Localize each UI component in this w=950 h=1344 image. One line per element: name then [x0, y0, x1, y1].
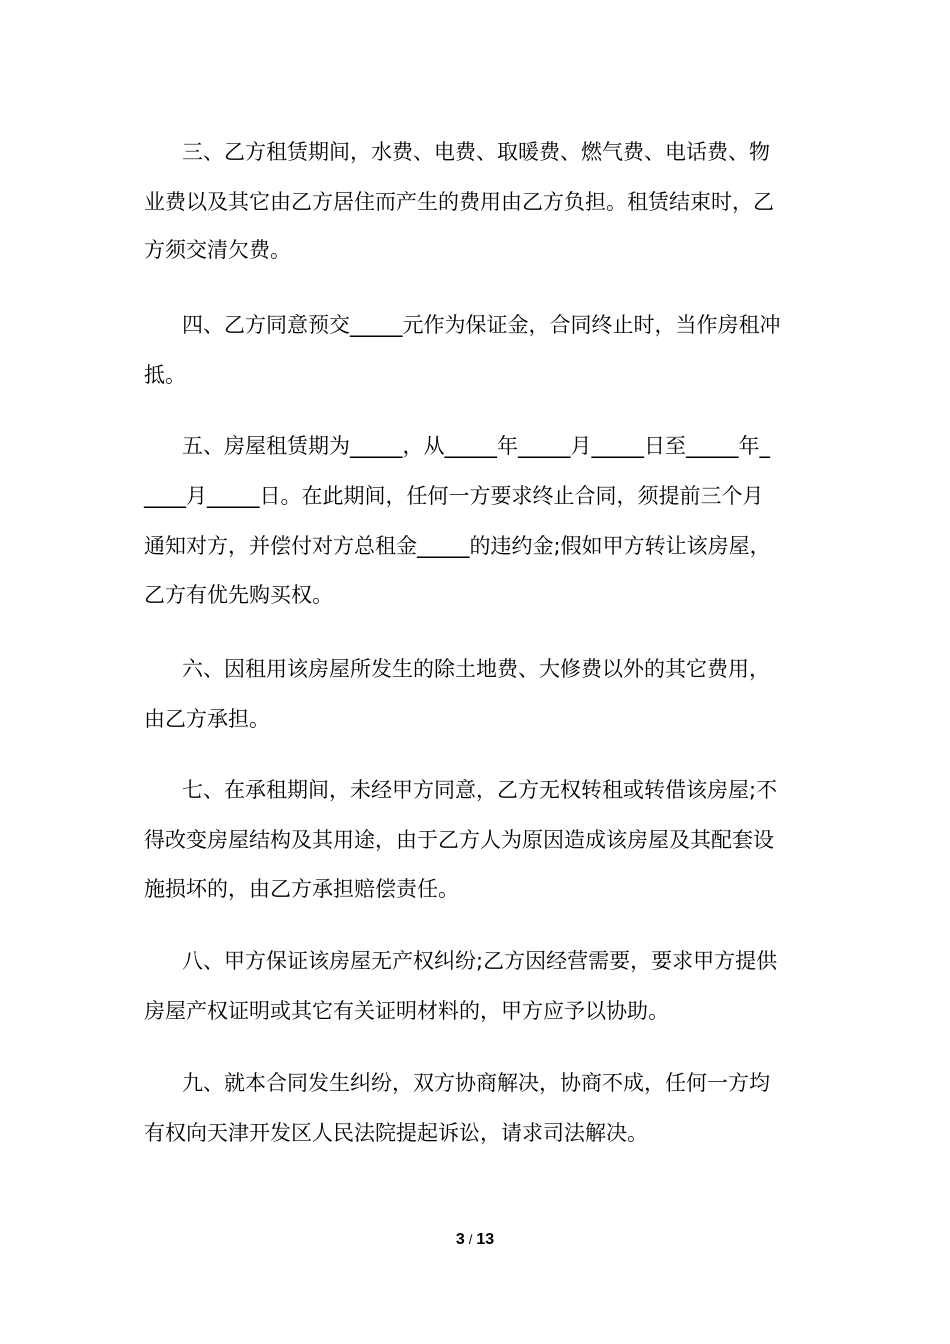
clause-4-line-2: 抵。	[144, 363, 186, 387]
clause-4-line-1: 四、乙方同意预交_____元作为保证金，合同终止时，当作房租冲	[182, 313, 781, 337]
clause-5-line-4: 乙方有优先购买权。	[144, 583, 333, 607]
clause-7-line-1: 七、在承租期间，未经甲方同意，乙方无权转租或转借该房屋;不	[182, 778, 778, 802]
clause-5-line-1: 五、房屋租赁期为_____，从_____年_____月_____日至_____年_	[182, 434, 770, 458]
clause-8-line-1: 八、甲方保证该房屋无产权纠纷;乙方因经营需要，要求甲方提供	[182, 949, 778, 973]
clause-9-line-1: 九、就本合同发生纠纷，双方协商解决，协商不成，任何一方均	[182, 1071, 770, 1095]
clause-8-line-2: 房屋产权证明或其它有关证明材料的，甲方应予以协助。	[144, 999, 669, 1023]
clause-3-line-2: 业费以及其它由乙方居住而产生的费用由乙方负担。租赁结束时，乙	[144, 190, 774, 214]
current-page-number: 3	[455, 1231, 465, 1248]
page-separator: /	[468, 1232, 473, 1247]
clause-5-line-2: ____月_____日。在此期间，任何一方要求终止合同，须提前三个月	[144, 484, 764, 508]
clause-6-line-2: 由乙方承担。	[144, 707, 270, 731]
clause-6-line-1: 六、因租用该房屋所发生的除土地费、大修费以外的其它费用，	[182, 657, 770, 681]
clause-3-line-3: 方须交清欠费。	[144, 238, 291, 262]
clause-9-line-2: 有权向天津开发区人民法院提起诉讼，请求司法解决。	[144, 1121, 648, 1145]
clause-5-line-3: 通知对方，并偿付对方总租金_____的违约金;假如甲方转让该房屋，	[144, 534, 771, 558]
total-pages-number: 13	[476, 1231, 495, 1248]
page-number	[0, 1229, 950, 1251]
clause-7-line-2: 得改变房屋结构及其用途，由于乙方人为原因造成该房屋及其配套设	[144, 828, 774, 852]
clause-7-line-3: 施损坏的，由乙方承担赔偿责任。	[144, 877, 459, 901]
clause-3-line-1: 三、乙方租赁期间，水费、电费、取暖费、燃气费、电话费、物	[182, 140, 770, 164]
